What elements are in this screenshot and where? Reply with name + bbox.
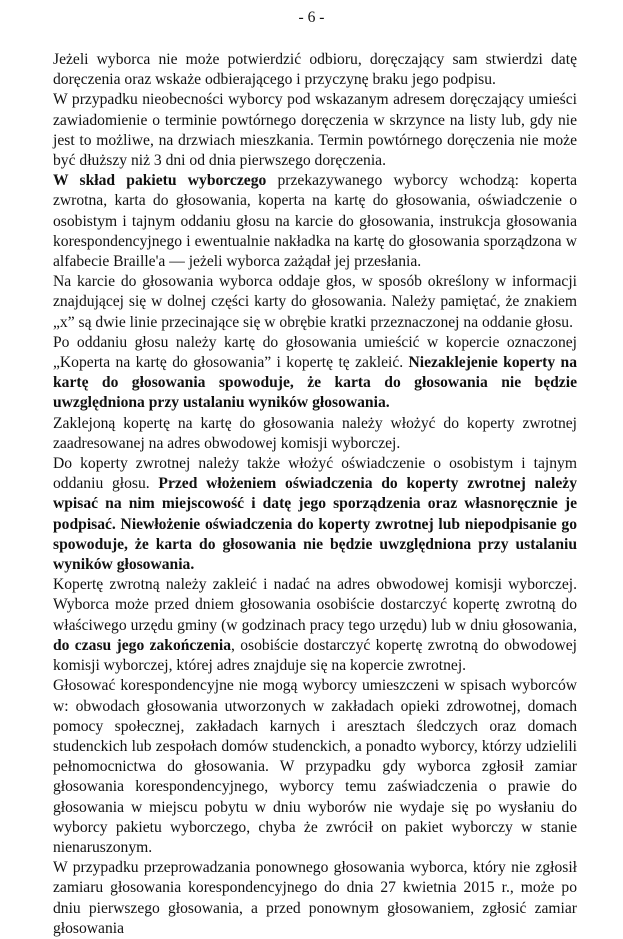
- paragraph: [53, 454, 577, 575]
- paragraph: [53, 90, 577, 171]
- text: Głosować korespondencyjne nie mogą wyborcy umieszczeni w spisach wyborców w: obwodach głosowania utworzonych w zakładach opieki zdrowotnej, domach pomocy społecznej, zakładach karnych i aresztach śledczych oraz domach studenckich lub zespołach domów studenckich, a ponadto wyborcy, którzy udzielili pełnomocnictwa do głosowania. W przypadku gdy wyborca zgłosił zamiar głosowania korespondencyjnego, wyborcy temu zaświadczenia o prawie do głosowania w miejscu pobytu w dniu wyborów nie wydaje się po wysłaniu do wyborcy pakietu wyborczego, chyba że zwrócił on pakiet wyborczy w stanie nienaruszonym.: [53, 677, 577, 856]
- page-number: - 6 -: [298, 9, 325, 26]
- paragraph: [53, 858, 577, 939]
- bold-text: Niezaklejenie koperty na kartę do głosowania spowoduje, że karta do głosowania nie będzie uwzględniona przy ustalaniu wyników głosowania.: [53, 354, 577, 412]
- paragraph: [53, 50, 577, 90]
- text: Kopertę zwrotną należy zakleić i nadać na adres obwodowej komisji wyborczej. Wyborca może przed dniem głosowania osobiście dostarczyć kopertę zwrotną do właściwego urzędu gminy (w godzinach pracy tego urzędu) lub w dniu głosowania,: [53, 576, 577, 634]
- text: Jeżeli wyborca nie może potwierdzić odbioru, doręczający sam stwierdzi datę doręczenia oraz wskaże odbierającego i przyczynę braku jego podpisu.: [53, 51, 577, 89]
- bold-text: Przed włożeniem oświadczenia do koperty zwrotnej należy wpisać na nim miejscowość i datę jego sporządzenia oraz własnoręcznie je podpisać. Niewłożenie oświadczenia do koperty zwrotnej lub niepodpisanie go spowoduje, że karta do głosowania nie będzie uwzględniona przy ustalaniu wyników głosowania.: [53, 475, 577, 574]
- paragraph: [53, 272, 577, 333]
- paragraph: [53, 333, 577, 414]
- text: przekazywanego wyborcy wchodzą: koperta zwrotna, karta do głosowania, koperta na kartę do głosowania, oświadczenie o osobistym i tajnym oddaniu głosu na karcie do głosowania, instrukcja głosowania korespondencyjnego i ewentualnie nakładka na kartę do głosowania sporządzona w alfabecie Braille'a — jeżeli wyborca zażądał jej przesłania.: [53, 172, 577, 271]
- text: , osobiście dostarczyć kopertę zwrotną do obwodowej komisji wyborczej, której adres znajduje się na kopercie zwrotnej.: [53, 636, 577, 675]
- paragraph: [53, 414, 577, 454]
- bold-text: do czasu jego zakończenia: [53, 636, 232, 654]
- bold-text: W skład pakietu wyborczego: [53, 172, 267, 190]
- text: Na karcie do głosowania wyborca oddaje głos, w sposób określony w informacji znajdującej się w dolnej części karty do głosowania. Należy pamiętać, że znakiem „x” są dwie linie przecinające się w obrębie kratki przeznaczonej na oddanie głosu.: [53, 273, 577, 331]
- document-body: [53, 50, 577, 939]
- text: W przypadku przeprowadzania ponownego głosowania wyborca, który nie zgłosił zamiaru głosowania korespondencyjnego do dnia 27 kwietnia 2015 r., może po dniu pierwszego głosowania, a przed ponownym głosowaniem, zgłosić zamiar głosowania: [53, 859, 577, 937]
- paragraph: [53, 171, 577, 272]
- text: Po oddaniu głosu należy kartę do głosowania umieścić w kopercie oznaczonej „Koperta na kartę do głosowania” i kopertę tę zakleić.: [53, 333, 577, 372]
- text: Do koperty zwrotnej należy także włożyć oświadczenie o osobistym i tajnym oddaniu głosu.: [53, 455, 577, 493]
- text: W przypadku nieobecności wyborcy pod wskazanym adresem doręczający umieści zawiadomienie o terminie powtórnego doręczenia w skrzynce na listy lub, gdy nie jest to możliwe, na drzwiach mieszkania. Termin powtórnego doręczenia nie może być dłuższy niż 3 dni od dnia pierwszego doręczenia.: [53, 91, 577, 170]
- text: Zaklejoną kopertę na kartę do głosowania należy włożyć do koperty zwrotnej zaadresowanej na adres obwodowej komisji wyborczej.: [53, 414, 577, 452]
- paragraph: [53, 676, 577, 858]
- paragraph: [53, 575, 577, 676]
